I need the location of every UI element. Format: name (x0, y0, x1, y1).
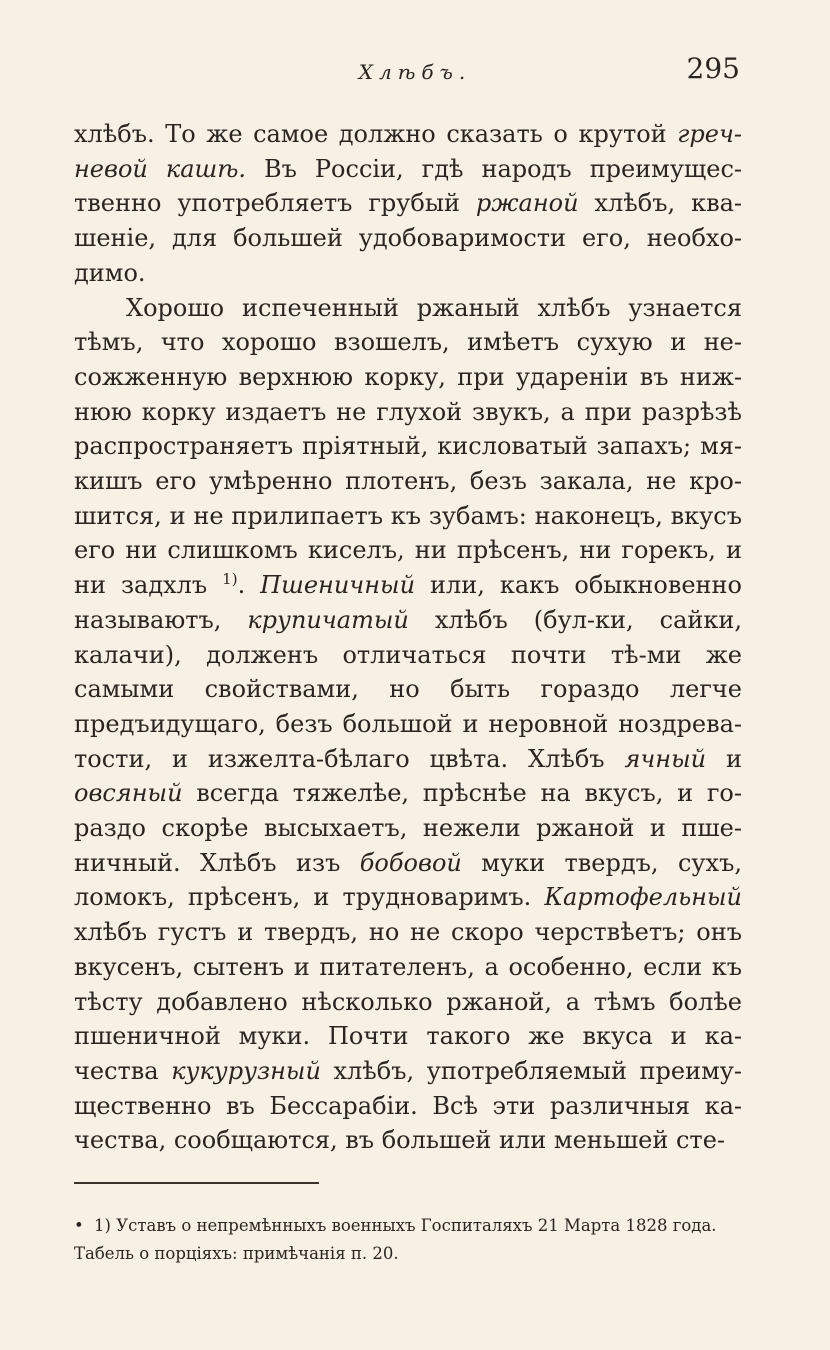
text-run: муки твердъ, сухъ, ломокъ, прѣсенъ, и трудноваримъ. (74, 848, 742, 912)
italic-term: ячный (624, 744, 707, 773)
text-run: хлѣбъ. То же самое должно сказать о крутой (74, 120, 678, 148)
footnote-mark: 1) (94, 1216, 111, 1235)
footnote-divider (74, 1182, 319, 1184)
footnote-reference: 1) (222, 570, 238, 589)
text-run: или, какъ обыкновенно называютъ, (74, 571, 742, 634)
italic-term: Пшеничный (260, 571, 416, 600)
footnote-bullet: • (74, 1216, 84, 1235)
italic-term: кукурузный (171, 1056, 321, 1085)
paragraph-2 (74, 291, 742, 1159)
text-run: . (237, 571, 261, 600)
italic-term: Картофельный (544, 883, 742, 912)
footnote (74, 1212, 742, 1268)
body-text (74, 117, 742, 1158)
footnote-text: Уставъ о непремѣнныхъ военныхъ Госпиталяхъ 21 Марта 1828 года. Табель о порціяхъ: примѣчанія п. 20. (74, 1216, 717, 1263)
paragraph-1 (74, 117, 742, 291)
page-number: 295 (686, 52, 740, 85)
running-title: Хлѣбъ. (358, 60, 472, 84)
text-run: всегда тяжелѣе, прѣснѣе на вкусъ, и го-раздо скорѣе высыхаетъ, нежели ржаной и пше-ничный. Хлѣбъ изъ (74, 779, 742, 877)
text-run: Въ Россіи, гдѣ народъ преимущес-твенно употребляетъ грубый (74, 154, 742, 218)
italic-term: греч-невой кашѣ. (74, 120, 742, 183)
italic-term: крупичатый (247, 605, 409, 634)
text-run: и (706, 744, 742, 773)
text-run: хлѣбъ, употребляемый преиму-щественно въ Бессарабіи. Всѣ эти различныя ка-чества, сообщаются, въ большей или меньшей сте- (74, 1056, 742, 1155)
italic-term: бобовой (359, 848, 462, 877)
text-run: хлѣбъ, ква-шеніе, для большей удобоваримости его, необхо-димо. (74, 189, 742, 287)
italic-term: овсяный (74, 779, 183, 808)
italic-term: ржаной (475, 189, 579, 218)
text-run: хлѣбъ густъ и твердъ, но не скоро черствѣетъ; онъ вкусенъ, сытенъ и питателенъ, а особенно, если къ тѣсту добавлено нѣсколько ржаной, а тѣмъ болѣе пшеничной муки. Почти такого же вкуса и ка-чества (74, 918, 742, 1085)
text-run: хлѣбъ (бул-ки, сайки, калачи), долженъ отличаться почти тѣ-ми же самыми свойствами, но быть гораздо легче предъидущаго, безъ большой и неровной ноздрева-тости, и изжелта-бѣлаго цвѣта. Хлѣбъ (74, 605, 742, 773)
text-run: Хорошо испеченный ржаный хлѣбъ узнается тѣмъ, что хорошо взошелъ, имѣетъ сухую и не-сожженную верхнюю корку, при удареніи въ ниж-нюю корку издаетъ не глухой звукъ, а при разрѣзѣ распространяетъ пріятный, кисловатый запахъ; мя-кишъ его умѣренно плотенъ, безъ закала, не кро-шится, и не прилипаетъ къ зубамъ: наконецъ, вкусъ его ни слишкомъ киселъ, ни прѣсенъ, ни горекъ, и ни задхлъ (74, 293, 742, 600)
